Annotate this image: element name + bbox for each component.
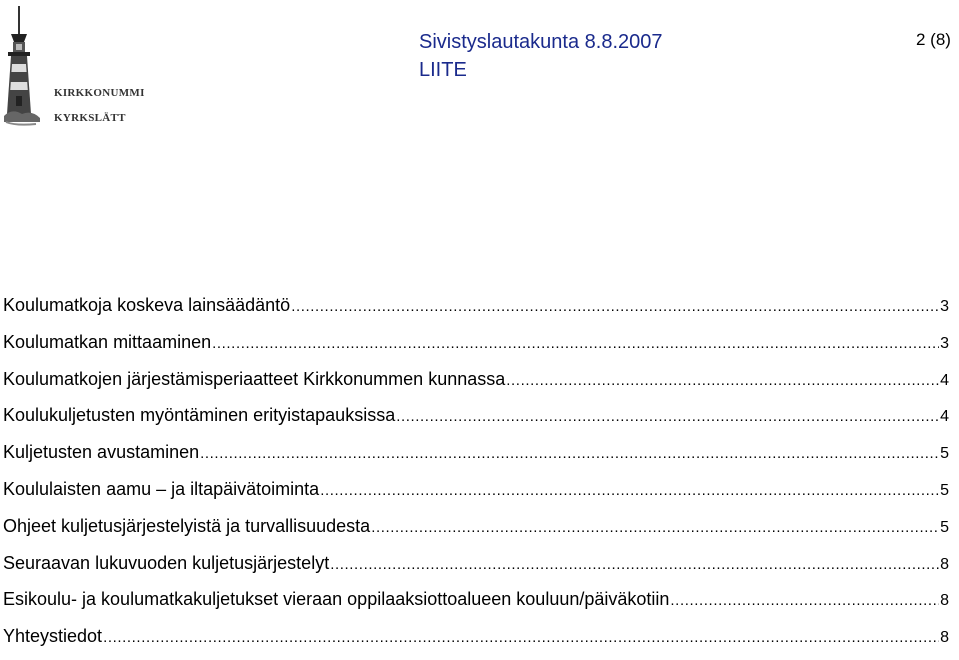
toc-entry-title: Yhteystiedot <box>3 626 103 647</box>
toc-entry[interactable] <box>3 513 949 550</box>
toc-entry-page: 5 <box>940 445 949 463</box>
toc-entry[interactable] <box>3 292 949 329</box>
table-of-contents <box>3 292 949 660</box>
toc-entry-page: 3 <box>940 298 949 315</box>
toc-entry-title: Koulumatkoja koskeva lainsäädäntö <box>3 295 291 315</box>
toc-entry[interactable] <box>3 476 949 513</box>
toc-entry-title: Koulukuljetusten myöntäminen erityistapauksissa <box>3 405 396 426</box>
toc-entry[interactable] <box>3 550 949 587</box>
toc-entry[interactable] <box>3 366 949 403</box>
toc-entry-page: 5 <box>940 518 949 536</box>
toc-entry-title: Koululaisten aamu – ja iltapäivätoiminta <box>3 478 320 499</box>
toc-entry-title: Esikoulu- ja koulumatkakuljetukset vieraan oppilaaksiottoalueen kouluun/päiväkotiin <box>3 589 670 610</box>
toc-entry[interactable] <box>3 402 949 439</box>
lighthouse-icon <box>2 4 152 134</box>
toc-entry[interactable] <box>3 623 949 660</box>
toc-entry-page: 4 <box>940 371 949 389</box>
toc-entry-title: Seuraavan lukuvuoden kuljetusjärjestelyt <box>3 552 330 573</box>
toc-dot-leader <box>330 552 939 578</box>
toc-entry-page: 8 <box>940 555 949 573</box>
toc-entry-title: Kuljetusten avustaminen <box>3 442 200 463</box>
kirkkonummi-logo <box>2 4 152 134</box>
toc-entry-page: 5 <box>940 481 949 499</box>
toc-entry-page: 3 <box>940 334 949 352</box>
toc-entry-page: 8 <box>940 629 949 647</box>
toc-entry-title: Koulumatkan mittaaminen <box>3 331 212 352</box>
toc-dot-leader <box>506 368 939 394</box>
toc-entry-page: 4 <box>940 408 949 426</box>
document-header-title: Sivistyslautakunta 8.8.2007 <box>419 31 663 53</box>
toc-dot-leader <box>212 331 939 357</box>
document-header-subtitle: LIITE <box>419 59 467 81</box>
toc-entry-title: Ohjeet kuljetusjärjestelyistä ja turvallisuudesta <box>3 515 371 536</box>
toc-entry[interactable] <box>3 439 949 476</box>
toc-entry-page: 8 <box>940 592 949 610</box>
toc-dot-leader <box>670 588 939 614</box>
toc-dot-leader <box>200 441 939 467</box>
toc-dot-leader <box>103 625 939 651</box>
toc-entry-title: Koulumatkojen järjestämisperiaatteet Kirkkonummen kunnassa <box>3 368 506 389</box>
toc-dot-leader <box>371 515 939 541</box>
toc-dot-leader <box>291 294 939 320</box>
toc-entry[interactable] <box>3 586 949 623</box>
toc-dot-leader <box>320 478 939 504</box>
toc-dot-leader <box>396 404 939 430</box>
page-number: 2 (8) <box>916 30 951 49</box>
logo-text-kyrkslatt: KYRKSLÄTT <box>54 112 126 124</box>
toc-entry[interactable] <box>3 329 949 366</box>
logo-text-kirkkonummi: KIRKKONUMMI <box>54 87 145 99</box>
